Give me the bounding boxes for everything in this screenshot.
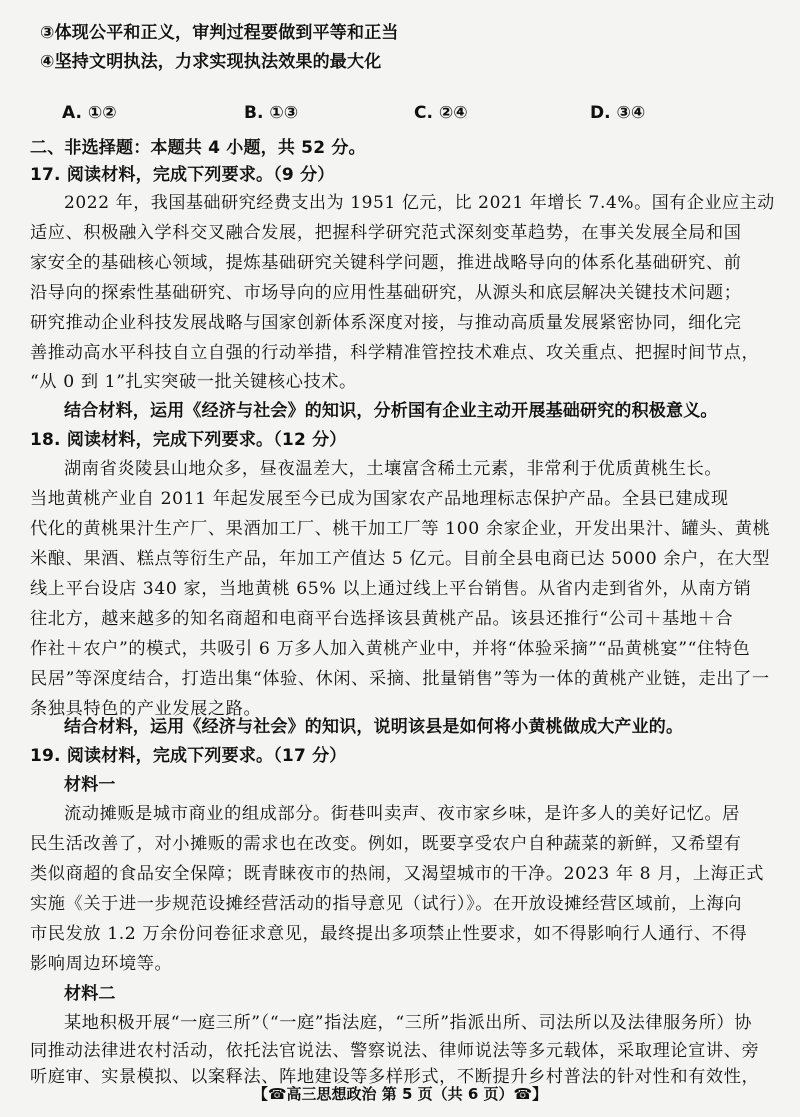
material-1-label: 材料一 (64, 775, 116, 795)
q17-material-line: “从 0 到 1”扎实突破一批关键核心技术。 (30, 372, 357, 392)
q19-material1-line: 民生活改善了，对小摊贩的需求也在改变。例如，既要享受农户自种蔬菜的新鲜，又希望有 (30, 834, 742, 854)
statement-4: ④坚持文明执法，力求实现执法效果的最大化 (40, 52, 382, 72)
q17-material-line: 2022 年，我国基础研究经费支出为 1951 亿元，比 2021 年增长 7.4%。国有企业应主动 (64, 193, 775, 213)
page-footer: 【☎高三思想政治 第 5 页（共 6 页）☎】 (252, 1085, 548, 1103)
q17-material-line: 研究推动企业科技发展战略与国家创新体系深度对接，与推动高质量发展紧密协同，细化完 (30, 313, 742, 333)
q18-material-line: 当地黄桃产业自 2011 年起发展至今已成为国家农产品地理标志保护产品。全县已建成现 (30, 489, 729, 509)
material-2-label: 材料二 (64, 984, 116, 1004)
q18-material-line: 湖南省炎陵县山地众多，昼夜温差大，土壤富含稀土元素，非常利于优质黄桃生长。 (64, 459, 723, 479)
q18-prompt: 结合材料，运用《经济与社会》的知识，说明该县是如何将小黄桃做成大产业的。 (64, 717, 684, 737)
q18-material-line: 民居”等深度结合，打造出集“体验、休闲、采摘、批量销售”等为一体的黄桃产业链，走出了一 (30, 669, 770, 689)
q18-material-line: 条独具特色的产业发展之路。 (30, 699, 262, 719)
q17-material-line: 沿导向的探索性基础研究、市场导向的应用性基础研究，从源头和底层解决关键技术问题； (30, 283, 742, 303)
q18-material-line: 米酿、果酒、糕点等衍生产品，年加工产值达 5 亿元。目前全县电商已达 5000 余户，在大型 (30, 549, 771, 569)
q19-material1-line: 流动摊贩是城市商业的组成部分。街巷叫卖声、夜市家乡味，是许多人的美好记忆。居 (64, 804, 740, 824)
q17-prompt: 结合材料，运用《经济与社会》的知识，分析国有企业主动开展基础研究的积极意义。 (64, 401, 718, 421)
q19-material2-line: 某地积极开展“一庭三所”（“一庭”指法庭，“三所”指派出所、司法所以及法律服务所）协 (64, 1013, 753, 1033)
q19-material1-line: 实施《关于进一步规范设摊经营活动的指导意见（试行）》。在开放设摊经营区域前，上海向 (30, 894, 743, 914)
section-title: 二、非选择题：本题共 4 小题，共 52 分。 (30, 138, 366, 158)
q19-material1-line: 市民发放 1.2 万余份问卷征求意见，最终提出多项禁止性要求，如不得影响行人通行、不得 (30, 924, 748, 944)
q18-material-line: 线上平台设店 340 家，当地黄桃 65% 以上通过线上平台销售。从省内走到省外，从南方销 (30, 579, 752, 599)
statement-3: ③体现公平和正义，审判过程要做到平等和正当 (40, 23, 399, 43)
q19-material2-line: 听庭审、实景模拟、以案释法、阵地建设等多样形式，不断提升乡村普法的针对性和有效性， (30, 1067, 760, 1087)
option-b[interactable]: B. ①③ (244, 103, 299, 123)
question-17-title: 17. 阅读材料，完成下列要求。（9 分） (30, 165, 335, 185)
q18-material-line: 往北方，越来越多的知名商超和电商平台选择该县黄桃产品。该县还推行“公司＋基地＋合 (30, 609, 734, 629)
q17-material-line: 善推动高水平科技自立自强的行动举措，科学精准管控技术难点、攻关重点、把握时间节点， (30, 343, 760, 363)
q18-material-line: 代化的黄桃果汁生产厂、果酒加工厂、桃干加工厂等 100 余家企业，开发出果汁、罐头、黄桃 (30, 519, 771, 539)
option-c[interactable]: C. ②④ (414, 103, 468, 123)
q19-material2-line: 同推动法律进农村活动，依托法官说法、警察说法、律师说法等多元载体，采取理论宣讲、旁 (30, 1041, 760, 1061)
q18-material-line: 作社＋农户”的模式，共吸引 6 万多人加入黄桃产业中，并将“体验采摘”“品黄桃宴”“住特色 (30, 639, 751, 659)
question-19-title: 19. 阅读材料，完成下列要求。（17 分） (30, 746, 347, 766)
question-18-title: 18. 阅读材料，完成下列要求。（12 分） (30, 430, 347, 450)
option-d[interactable]: D. ③④ (590, 103, 646, 123)
q19-material1-line: 影响周边环境等。 (30, 954, 173, 974)
option-a[interactable]: A. ①② (62, 103, 117, 123)
q19-material1-line: 类似商超的食品安全保障；既青睐夜市的热闹，又渴望城市的干净。2023 年 8 月，上海正式 (30, 864, 765, 884)
q17-material-line: 家安全的基础核心领域，提炼基础研究关键科学问题，推进战略导向的体系化基础研究、前 (30, 253, 742, 273)
q17-material-line: 适应、积极融入学科交叉融合发展，把握科学研究范式深刻变革趋势，在事关发展全局和国 (30, 223, 742, 243)
